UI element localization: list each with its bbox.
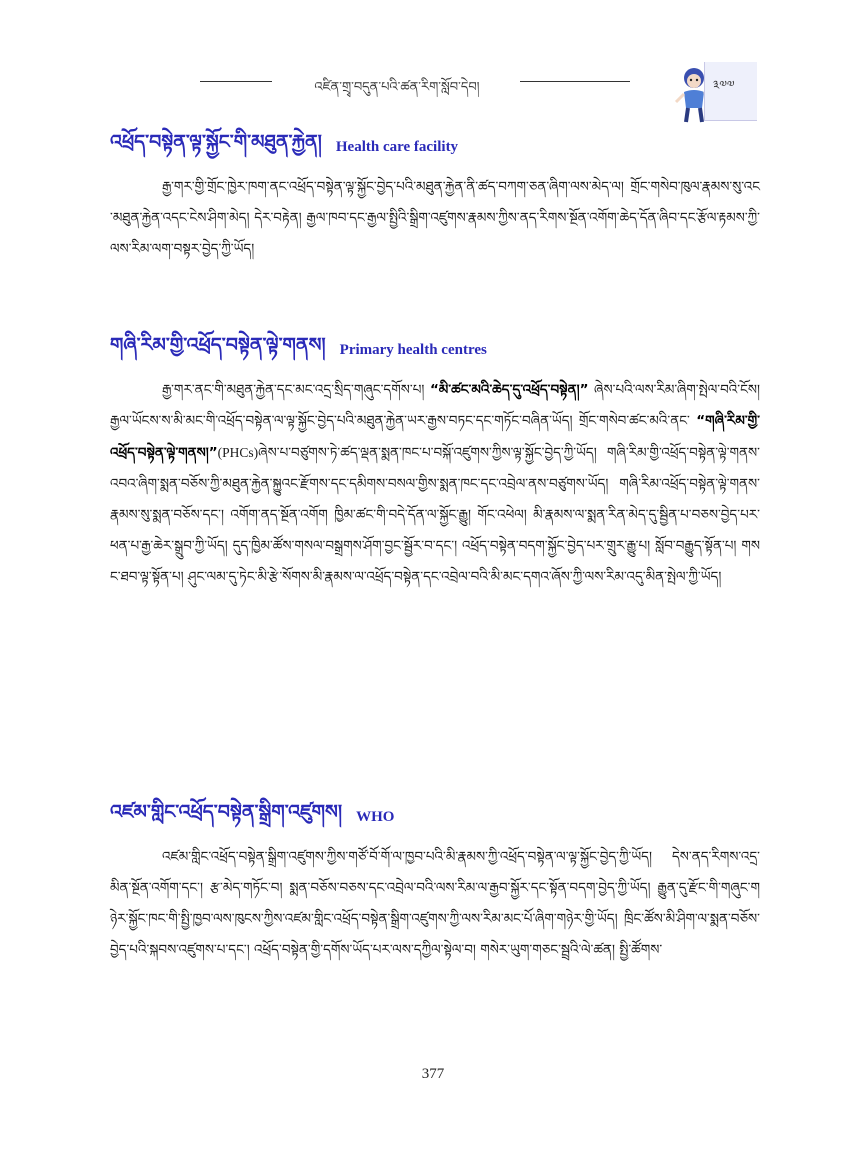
page-label: ༣༧༧	[713, 78, 735, 92]
heading-english: Health care facility	[335, 138, 459, 155]
section-who	[110, 800, 760, 966]
section-heading	[110, 800, 760, 834]
section-primary-health-centres	[110, 333, 760, 593]
heading-tibetan: གཞི་རིམ་གྱི་འཕྲོད་བསྟེན་ལྟེ་གནས།	[110, 334, 326, 356]
paragraph-lead: རྒྱ་གར་ནང་གི་མཐུན་རྐྱེན་དང་མང་འདྲ་སྲིད་གཞུང་དགོས་པ།	[162, 382, 430, 398]
page-label-box	[704, 62, 757, 121]
paragraph-bold-quote-1: “མི་ཚང་མའི་ཆེད་དུ་འཕྲོད་བསྟེན།”	[429, 382, 589, 398]
running-header	[200, 70, 630, 94]
section-paragraph: རྒྱ་གར་གྱི་གྲོང་ཁྱེར་ཁག་ནང་འཕྲོད་བསྟེན་ལྟ་སྐྱོང་བྱེད་པའི་མཐུན་རྐྱེན་ནི་ཚད་བཀག་ཅན་ཞིག་ལས་མེད་ལ། གྲོང་གསེབ་ཁུལ་རྣམས་སུ་འང་མཐུན་རྐྱེན་འདང་ངེས་ཤིག་མེད། དེར་བརྟེན། རྒྱལ་ཁབ་དང་རྒྱལ་སྤྱིའི་སྒྲིག་འཛུགས་རྣམས་ཀྱིས་ནད་རིགས་སྔོན་འགོག་ཆེད་དོན་ཞིབ་དང་རྩོལ་རྟམས་ཀྱི་ལས་རིམ་ལག་བསྟར་བྱེད་ཀྱི་ཡོད།	[110, 179, 760, 257]
section-paragraph	[110, 375, 760, 593]
paragraph-mid: ཞེས་པའི་ལས་རིམ་ཞིག་སྤེལ་བའི་ངོས། རྒྱལ་ཡོངས་ས་མི་མང་གི་འཕྲོད་བསྟེན་ལ་ལྟ་སྐྱོང་བྱེད་པའི་མཐུན་རྐྱེན་ཡར་རྒྱས་བཏང་དང་གཏོང་བཞིན་ཡོད། གྲོང་གསེབ་ཚང་མའི་ནང་	[110, 382, 760, 429]
header-title: འཛིན་གྲྭ་བདུན་པའི་ཚན་རིག་སློབ་དེབ།	[314, 80, 480, 95]
paragraph-bold-quote-2: “གཞི་རིམ་གྱི་འཕྲོད་བསྟེན་ལྟེ་གནས།”	[110, 413, 760, 461]
paragraph-tail: ཞེས་པ་བཙུགས་ཏེ་ཚད་ལྡན་སྨན་ཁང་པ་བསྐོ་འཛུགས་ཀྱིས་ལྟ་སྐྱོང་བྱེད་ཀྱི་ཡོད། གཞི་རིམ་གྱི་འཕྲོད་བསྟེན་ལྟེ་གནས་འབའ་ཞིག་སྨན་བཅོས་ཀྱི་མཐུན་རྐྱེན་སྐྱུའང་རྫོགས་དང་དམིགས་བསལ་གྱིས་སྨན་ཁང་དང་འབྲེལ་ནས་བཙུགས་ཡོད། གཞི་རིམ་འཕྲོད་བསྟེན་ལྟེ་གནས་རྣམས་སུ་སྨན་བཅོས་དང་། འགོག་ནད་སྔོན་འགོག ཁྱིམ་ཚང་གི་བདེ་དོན་ལ་སྐྱོང་རྒྱུ། གོང་འཕེལ། མི་རྣམས་ལ་སྨན་རིན་མེད་དུ་སྦྱིན་པ་བཅས་བྱེད་པར་ཕན་པ་རྒྱ་ཆེར་སྒྲུབ་ཀྱི་ཡོད། དུད་ཁྱིམ་ཚོས་གསལ་བསྒྲགས་ཤོག་བྱང་སྦྱོར་བ་དང་། འཕྲོད་བསྟེན་བདག་སྐྱོང་བྱེད་པར་གྲུར་རྒྱུ་པ། སློབ་བརྒྱུད་སྟོན་པ། གསང་ཐབ་ལྟ་སྟོན་པ། ཤུང་ལམ་དུ་ཏེང་མི་རྩེ་སོགས་མི་རྣམས་ལ་འཕྲོད་བསྟེན་དང་འབྲེལ་བའི་མི་མང་དགའ་ཞོས་ཀྱི་ལས་རིམ་འདུ་མིན་སྤེལ་ཀྱི་ཡོད།	[110, 445, 760, 585]
header-rule-right	[520, 81, 630, 82]
page-number: 377	[421, 1066, 445, 1082]
heading-tibetan: འཕྲོད་བསྟེན་ལྟ་སྐྱོང་གི་མཐུན་རྐྱེན།	[110, 131, 322, 153]
heading-tibetan: འཛམ་གླིང་འཕྲོད་བསྟེན་སྒྲིག་འཛུགས།	[110, 801, 343, 823]
section-health-care-facility	[110, 130, 760, 265]
section-heading	[110, 333, 760, 367]
section-paragraph: འཛམ་གླིང་འཕྲོད་བསྟེན་སྒྲིག་འཛུགས་ཀྱིས་གཙོ་བོ་གོ་ལ་ཁྱབ་པའི་མི་རྣམས་ཀྱི་འཕྲོད་བསྟེན་ལ་ལྟ་སྐྱོང་བྱེད་ཀྱི་ཡོད། དེས་ནད་རིགས་འདྲ་མིན་སྔོན་འགོག་དང་། རྩ་མེད་གཏོང་བ། སྨན་བཅོས་བཅས་དང་འབྲེལ་བའི་ལས་རིམ་ལ་རྒྱབ་སྐྱོར་དང་སྟོན་བདག་བྱེད་ཀྱི་ཡོད། རྒྱུན་དུ་རྫོང་གི་གཞུང་གཉེར་སྐྱོང་ཁང་གི་སྤྱི་ཁྱབ་ལས་ཁུངས་ཀྱིས་འཛམ་གླིང་འཕྲོད་བསྟེན་སྒྲིག་འཛུགས་ཀྱི་ལས་རིམ་མང་པོ་ཞིག་གཉེར་གྱི་ཡོད། ཁྲིང་ཚོས་མི་ཤིག་ལ་སྨན་བཅོས་བྱེད་པའི་སྐབས་འཛུགས་པ་དང་། འཕྲོད་བསྟེན་གྱི་དགོས་ཡོད་པར་ལས་དཀྱིལ་སྟེལ་བ། གསེར་ཡུག་གཅང་སྦྲའི་ལེ་ཚན། སྤྱི་ཚོགས་	[110, 849, 760, 958]
header-rule-left	[200, 81, 272, 82]
paragraph-abbreviation: (PHCs)	[217, 445, 259, 460]
section-heading	[110, 130, 760, 164]
heading-english: Primary health centres	[339, 341, 487, 358]
heading-english: WHO	[356, 808, 395, 825]
